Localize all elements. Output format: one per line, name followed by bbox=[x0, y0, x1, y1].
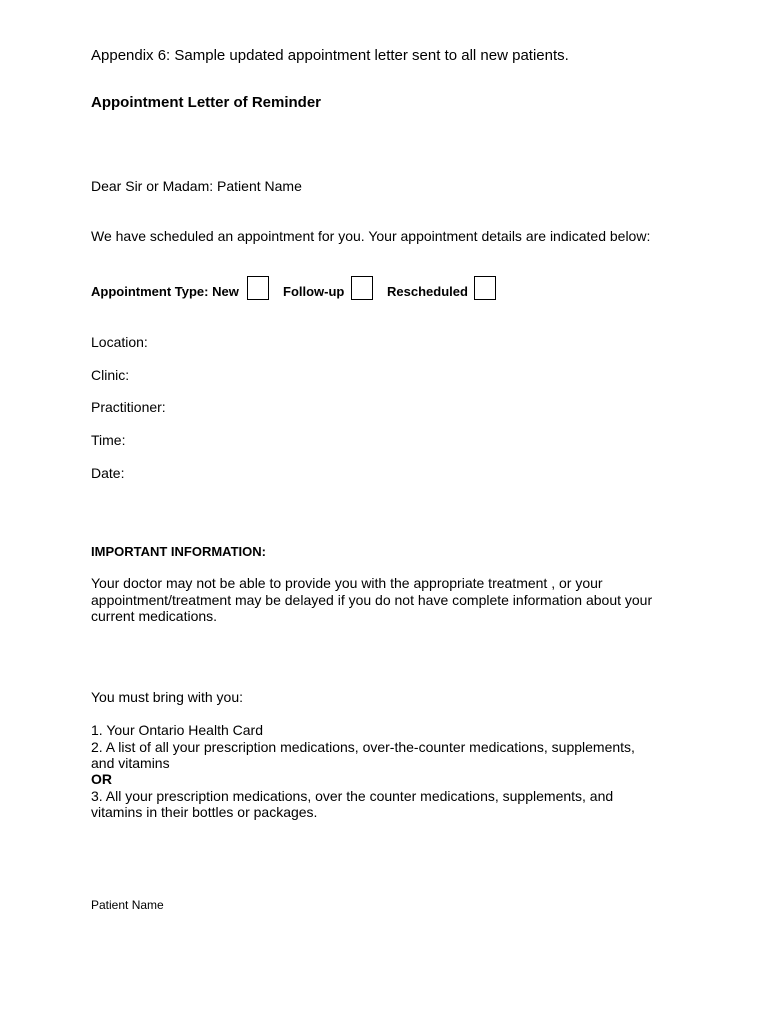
important-heading: IMPORTANT INFORMATION: bbox=[91, 544, 266, 559]
important-line: current medications. bbox=[91, 608, 218, 624]
bring-item-medication-list: and vitamins bbox=[91, 755, 170, 771]
bring-item-medication-list: 2. A list of all your prescription medications, over-the-counter medications, supplements, bbox=[91, 739, 635, 755]
clinic-field: Clinic: bbox=[91, 367, 130, 383]
salutation: Dear Sir or Madam: Patient Name bbox=[91, 178, 302, 194]
appendix-caption: Appendix 6: Sample updated appointment letter sent to all new patients. bbox=[91, 47, 569, 64]
letter-title: Appointment Letter of Reminder bbox=[91, 94, 322, 111]
patient-name-signature: Patient Name bbox=[91, 898, 164, 912]
important-line: Your doctor may not be able to provide you with the appropriate treatment , or your bbox=[91, 575, 603, 591]
bring-heading: You must bring with you: bbox=[91, 689, 244, 705]
bring-item-medication-bottles: vitamins in their bottles or packages. bbox=[91, 804, 318, 820]
or-separator: OR bbox=[91, 771, 112, 787]
new-checkbox[interactable] bbox=[247, 276, 269, 300]
bring-item-medication-bottles: 3. All your prescription medications, over the counter medications, supplements, and bbox=[91, 788, 614, 804]
follow-up-label: Follow-up bbox=[283, 284, 345, 299]
rescheduled-checkbox[interactable] bbox=[474, 276, 496, 300]
important-line: appointment/treatment may be delayed if you do not have complete information about your bbox=[91, 592, 653, 608]
appointment-type-label: Appointment Type: New bbox=[91, 284, 239, 299]
date-field: Date: bbox=[91, 465, 125, 481]
time-field: Time: bbox=[91, 432, 126, 448]
practitioner-field: Practitioner: bbox=[91, 399, 166, 415]
follow-up-checkbox[interactable] bbox=[351, 276, 373, 300]
bring-item-health-card: 1. Your Ontario Health Card bbox=[91, 722, 263, 738]
intro-paragraph: We have scheduled an appointment for you. Your appointment details are indicated below: bbox=[91, 228, 651, 244]
rescheduled-label: Rescheduled bbox=[387, 284, 468, 299]
location-field: Location: bbox=[91, 334, 148, 350]
